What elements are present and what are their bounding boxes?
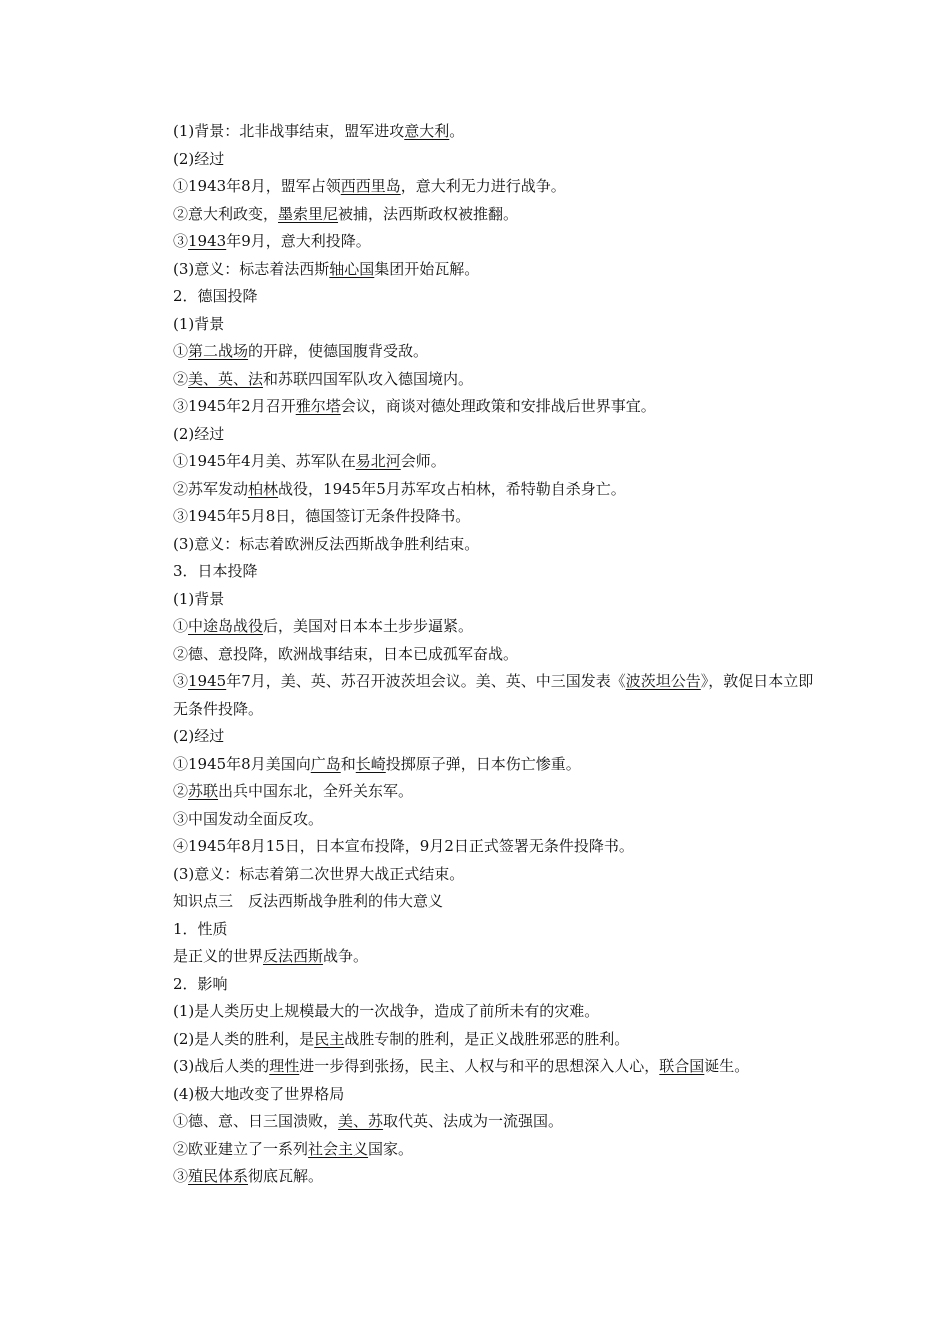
- underlined-answer: 长崎: [355, 754, 386, 773]
- text-segment: (2)经过: [173, 424, 225, 443]
- text-line: [173, 833, 818, 861]
- text-segment: 1．性质: [173, 919, 228, 938]
- text-line: [173, 201, 818, 229]
- text-segment: ①: [173, 617, 189, 635]
- text-line: [173, 228, 818, 256]
- text-segment: ③1945年5月8日，德国签订无条件投降书。: [173, 507, 471, 525]
- underlined-answer: 1945: [188, 672, 227, 690]
- text-segment: ①1945年4月美、苏军队在: [173, 452, 356, 470]
- text-segment: 年9月，意大利投降。: [226, 232, 371, 250]
- underlined-answer: 轴心国: [329, 259, 375, 278]
- text-segment: 2．德国投降: [173, 287, 258, 305]
- text-line: [173, 1136, 818, 1164]
- text-line: [173, 943, 818, 971]
- text-line: [173, 1163, 818, 1191]
- text-segment: ③1945年2月召开: [173, 397, 296, 415]
- text-line: [173, 1081, 818, 1109]
- text-segment: 2．影响: [173, 974, 228, 993]
- text-segment: 被捕，法西斯政权被推翻。: [338, 204, 519, 223]
- text-segment: 取代英、法成为一流强国。: [383, 1112, 564, 1130]
- text-segment: (3)意义：标志着欧洲反法西斯战争胜利结束。: [173, 534, 480, 553]
- text-segment: ①: [173, 342, 189, 360]
- text-segment: ④1945年8月15日，日本宣布投降，9月2日正式签署无条件投降书。: [173, 837, 634, 855]
- text-segment: ，意大利无力进行战争。: [400, 177, 566, 195]
- underlined-answer: 1943: [188, 232, 227, 250]
- text-segment: ②苏军发动: [173, 479, 249, 498]
- text-segment: ①1945年8月美国向: [173, 754, 311, 773]
- text-segment: 战役，1945年5月苏军攻占柏林，希特勒自杀身亡。: [278, 479, 626, 498]
- text-segment: ②意大利政变，: [173, 204, 279, 223]
- text-segment: 国家。: [368, 1139, 414, 1158]
- underlined-answer: 中途岛战役: [188, 617, 264, 635]
- text-segment: 投掷原子弹，日本伤亡惨重。: [385, 754, 581, 773]
- text-line: [173, 1053, 818, 1081]
- text-line: [173, 173, 818, 201]
- text-segment: (2)经过: [173, 149, 225, 168]
- text-line: [173, 311, 818, 339]
- text-segment: ③: [173, 1167, 189, 1185]
- text-line: [173, 586, 818, 614]
- text-line: [173, 971, 818, 999]
- underlined-answer: 柏林: [248, 479, 279, 498]
- text-segment: ③中国发动全面反攻。: [173, 809, 324, 828]
- text-line: [173, 916, 818, 944]
- text-segment: 和苏联四国军队攻入德国境内。: [263, 369, 474, 388]
- text-segment: (1)是人类历史上规模最大的一次战争，造成了前所未有的灾难。: [173, 1002, 600, 1020]
- text-segment: (2)经过: [173, 727, 225, 745]
- underlined-answer: 理性: [269, 1057, 300, 1075]
- text-segment: ②: [173, 369, 189, 388]
- text-segment: (3)战后人类的: [173, 1057, 270, 1075]
- text-line: [173, 613, 818, 641]
- text-line: [173, 558, 818, 586]
- underlined-answer: 易北河: [355, 452, 401, 470]
- text-segment: 年7月，美、英、苏召开波茨坦会议。美、英、中三国发表《: [226, 672, 626, 690]
- underlined-answer: 意大利: [404, 122, 450, 140]
- text-segment: 集团开始瓦解。: [374, 259, 480, 278]
- text-segment: ①德、意、日三国溃败，: [173, 1112, 339, 1130]
- text-segment: 进一步得到张扬，民主、人权与和平的思想深入人心，: [299, 1057, 660, 1075]
- underlined-answer: 民主: [314, 1029, 345, 1048]
- text-line: [173, 723, 818, 751]
- text-line: [173, 668, 818, 723]
- text-line: [173, 888, 818, 916]
- text-line: [173, 806, 818, 834]
- text-line: [173, 146, 818, 174]
- text-segment: 战争。: [323, 947, 369, 965]
- text-line: [173, 338, 818, 366]
- text-segment: (3)意义：标志着第二次世界大战正式结束。: [173, 864, 465, 883]
- text-line: [173, 778, 818, 806]
- text-segment: 知识点三 反法西斯战争胜利的伟大意义: [173, 892, 444, 910]
- text-line: [173, 861, 818, 889]
- text-line: [173, 421, 818, 449]
- text-segment: (1)背景: [173, 589, 225, 608]
- text-segment: ③: [173, 232, 189, 250]
- underlined-answer: 波茨坦公告: [625, 672, 701, 690]
- text-segment: ②: [173, 782, 189, 800]
- text-segment: 战胜专制的胜利，是正义战胜邪恶的胜利。: [344, 1029, 630, 1048]
- text-segment: (4)极大地改变了世界格局: [173, 1084, 345, 1103]
- text-line: [173, 1108, 818, 1136]
- text-line: [173, 751, 818, 779]
- text-segment: 的开辟，使德国腹背受敌。: [248, 342, 429, 360]
- text-segment: ③: [173, 672, 189, 690]
- text-segment: 和: [340, 754, 356, 773]
- text-line: [173, 531, 818, 559]
- underlined-answer: 美、英、法: [188, 369, 264, 388]
- underlined-answer: 殖民体系: [188, 1167, 249, 1185]
- text-line: [173, 256, 818, 284]
- underlined-answer: 社会主义: [308, 1139, 369, 1158]
- underlined-answer: 雅尔塔: [295, 397, 341, 415]
- text-line: [173, 366, 818, 394]
- text-segment: ②德、意投降，欧洲战事结束，日本已成孤军奋战。: [173, 644, 519, 663]
- text-line: [173, 448, 818, 476]
- text-segment: (3)意义：标志着法西斯: [173, 259, 330, 278]
- text-segment: 。: [449, 122, 465, 140]
- text-segment: (1)背景: [173, 314, 225, 333]
- underlined-answer: 反法西斯: [263, 947, 324, 965]
- underlined-answer: 墨索里尼: [278, 204, 339, 223]
- text-segment: ②欧亚建立了一系列: [173, 1139, 309, 1158]
- text-segment: 3．日本投降: [173, 562, 258, 580]
- underlined-answer: 美、苏: [338, 1112, 384, 1130]
- underlined-answer: 第二战场: [188, 342, 249, 360]
- underlined-answer: 西西里岛: [340, 177, 401, 195]
- text-line: [173, 393, 818, 421]
- text-line: [173, 283, 818, 311]
- text-segment: 是正义的世界: [173, 947, 264, 965]
- text-line: [173, 998, 818, 1026]
- underlined-answer: 广岛: [310, 754, 341, 773]
- document-body: [173, 118, 818, 1191]
- text-segment: 诞生。: [704, 1057, 750, 1075]
- text-line: [173, 503, 818, 531]
- underlined-answer: 苏联: [188, 782, 219, 800]
- text-segment: (1)背景：北非战事结束，盟军进攻: [173, 122, 405, 140]
- text-line: [173, 476, 818, 504]
- text-segment: 出兵中国东北，全歼关东军。: [218, 782, 414, 800]
- text-segment: 会师。: [400, 452, 446, 470]
- text-segment: 后，美国对日本本土步步逼紧。: [263, 617, 474, 635]
- text-line: [173, 118, 818, 146]
- text-segment: 彻底瓦解。: [248, 1167, 324, 1185]
- text-line: [173, 1026, 818, 1054]
- text-line: [173, 641, 818, 669]
- text-segment: 会议，商谈对德处理政策和安排战后世界事宜。: [340, 397, 656, 415]
- text-segment: (2)是人类的胜利，是: [173, 1029, 315, 1048]
- text-segment: ①1943年8月，盟军占领: [173, 177, 341, 195]
- text-segment: 》，敦促日本立即无条件投降。: [173, 672, 814, 718]
- underlined-answer: 联合国: [659, 1057, 705, 1075]
